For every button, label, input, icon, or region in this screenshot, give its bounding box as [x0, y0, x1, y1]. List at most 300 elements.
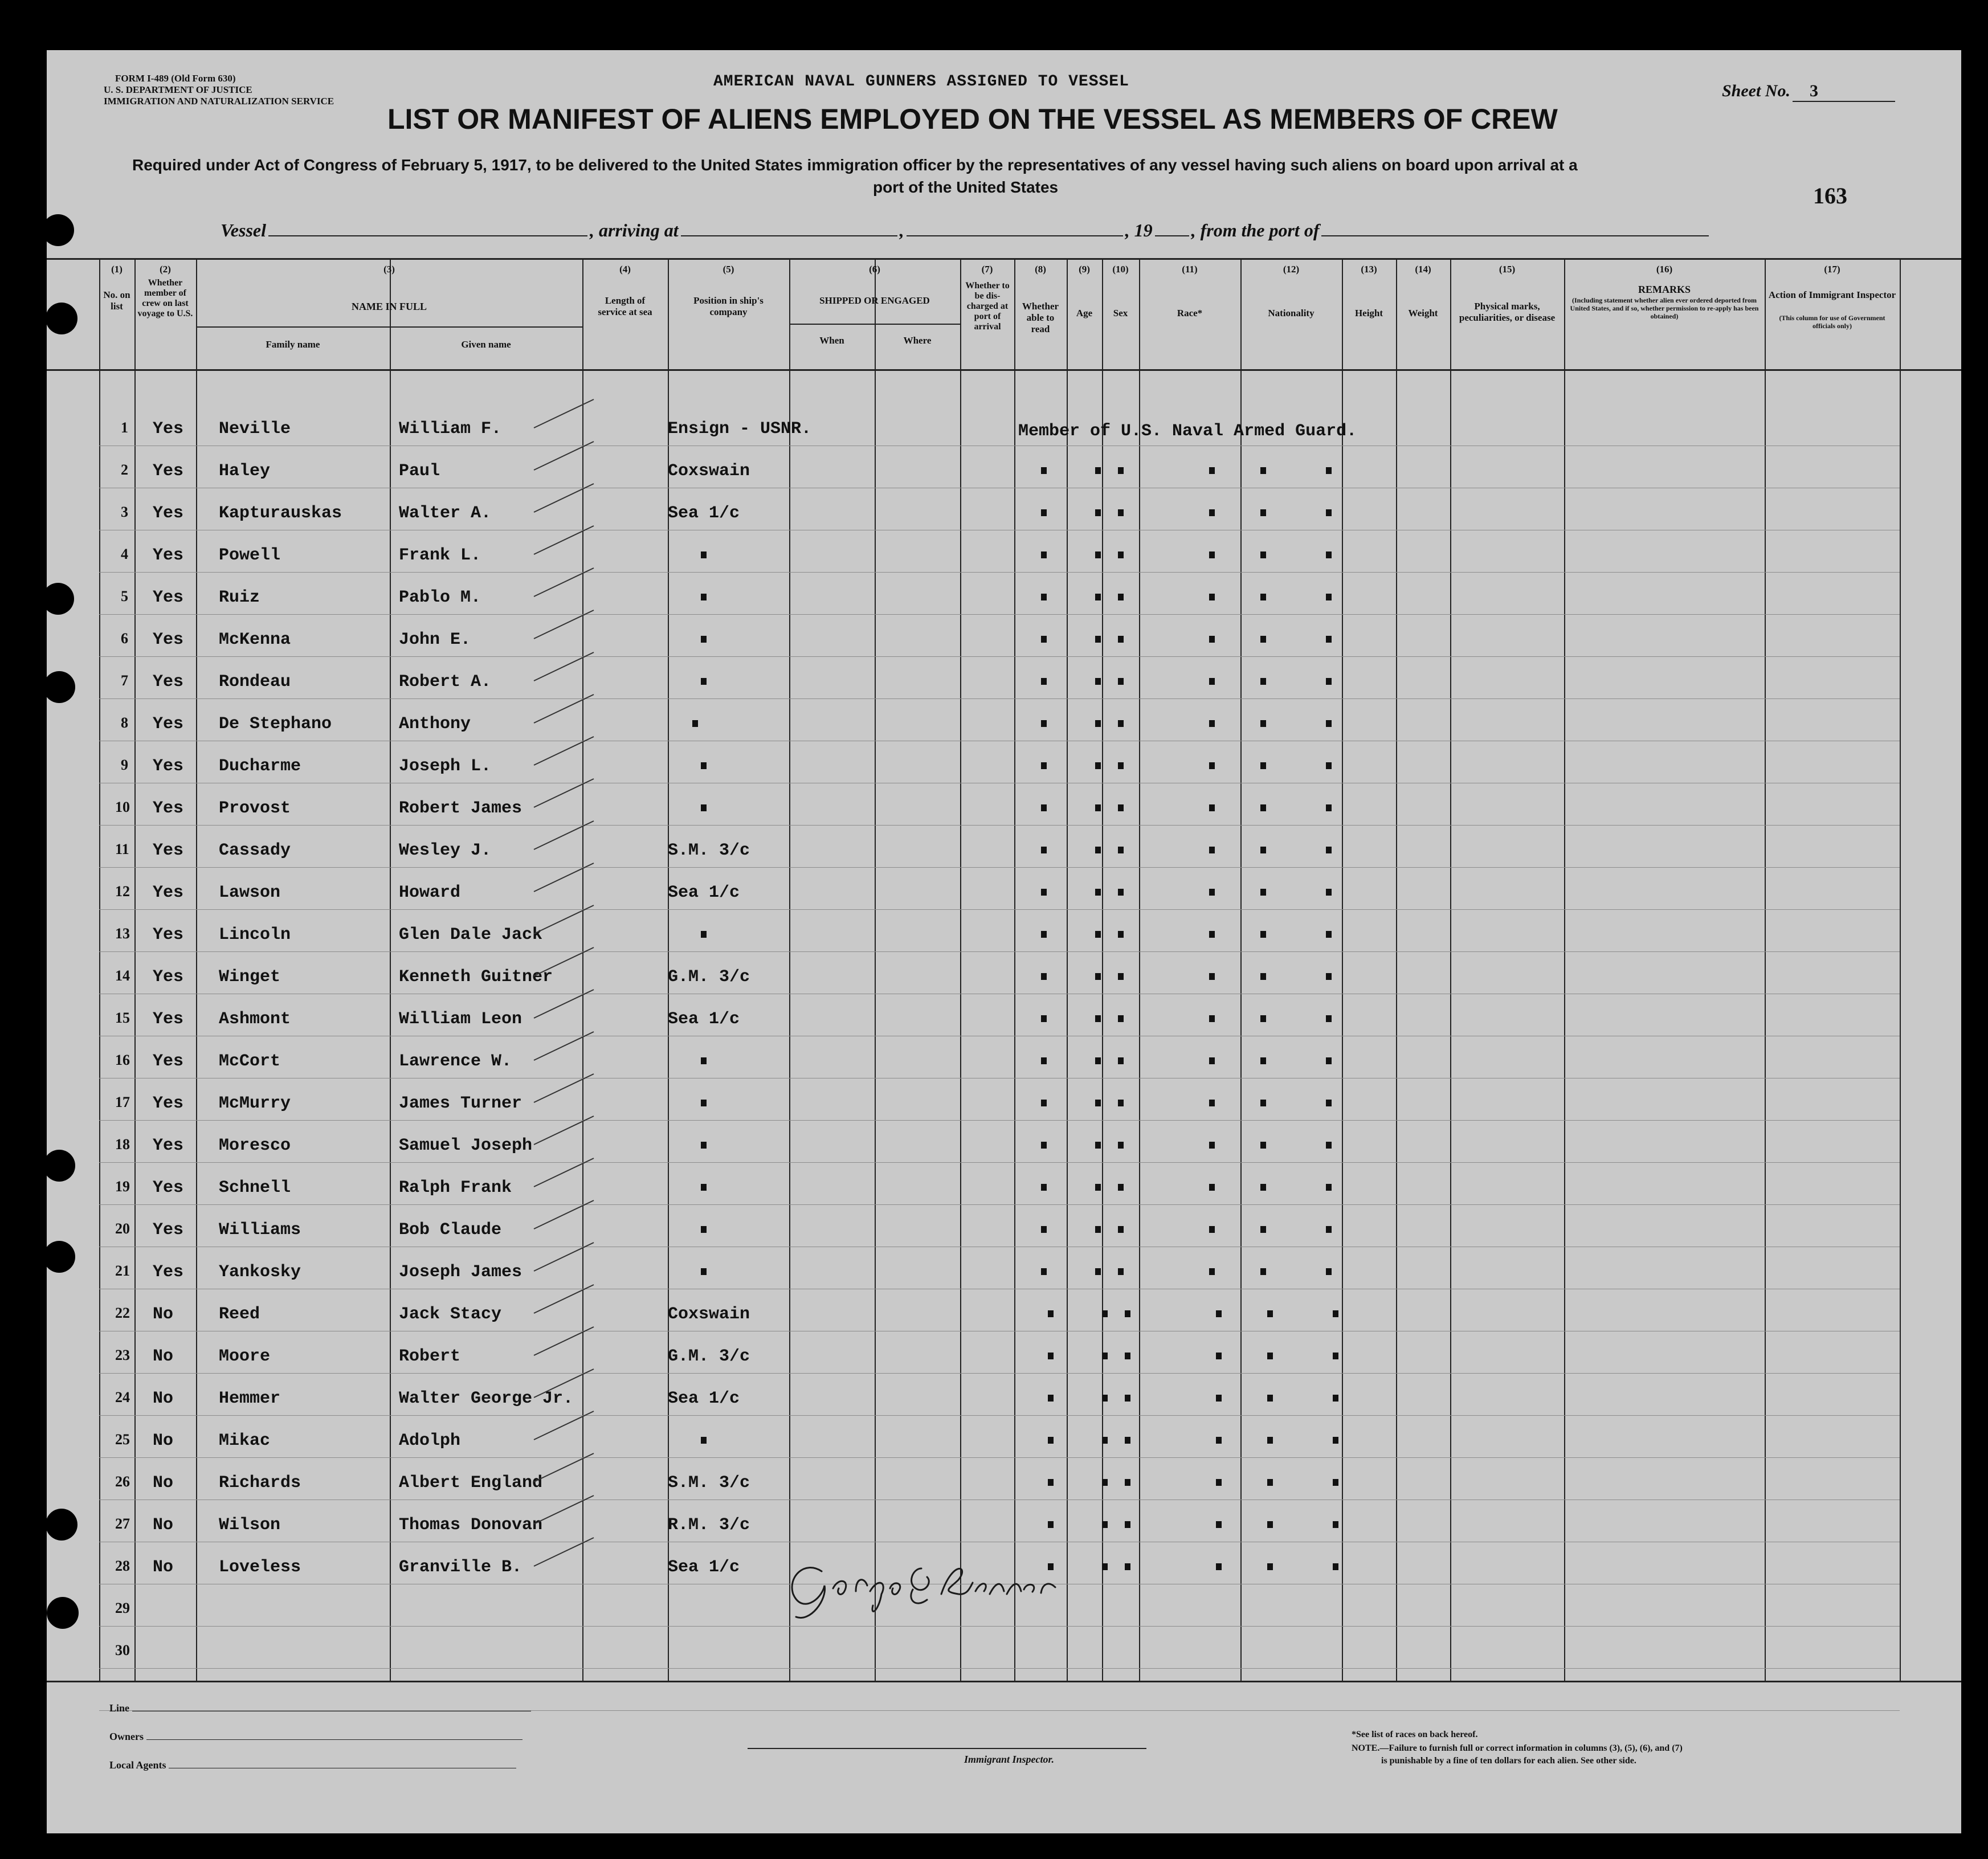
table-row	[47, 1334, 1961, 1376]
last-voyage-value: Yes	[153, 1136, 184, 1155]
date-blank	[907, 223, 1123, 236]
ditto-mark	[1041, 1226, 1047, 1233]
local-agents-label: Local Agents	[109, 1759, 166, 1771]
subtitle-line2: port of the United States	[873, 178, 1059, 196]
ditto-mark	[701, 678, 707, 685]
given-name: Paul	[399, 461, 440, 481]
ditto-mark	[1267, 1310, 1273, 1317]
ditto-mark	[1118, 762, 1124, 769]
family-name: Williams	[219, 1220, 301, 1240]
col-header-when: When	[819, 335, 844, 346]
ditto-mark	[1118, 973, 1124, 980]
ditto-mark	[701, 1100, 707, 1106]
col-header-action: Action of Immigrant Inspector	[1768, 289, 1896, 300]
ditto-mark	[701, 804, 707, 811]
last-voyage-value: Yes	[153, 714, 184, 734]
ditto-mark	[1216, 1353, 1222, 1359]
table-top-border	[47, 258, 1961, 260]
ditto-mark	[1118, 1268, 1124, 1275]
ditto-mark	[1041, 720, 1047, 727]
ditto-mark	[1095, 973, 1101, 980]
ditto-mark	[1102, 1437, 1108, 1444]
ditto-mark	[1267, 1395, 1273, 1402]
row-number: 24	[115, 1389, 130, 1406]
tick-stroke	[531, 397, 599, 431]
given-name: Robert	[399, 1347, 461, 1366]
table-row	[47, 871, 1961, 912]
table-row	[47, 702, 1961, 743]
tick-stroke	[531, 860, 599, 894]
ditto-mark	[1209, 720, 1215, 727]
last-voyage-value: Yes	[153, 546, 184, 565]
ditto-mark	[1118, 720, 1124, 727]
position-value: Coxswain	[668, 1305, 750, 1324]
ditto-mark	[701, 1437, 707, 1444]
last-voyage-value: No	[153, 1305, 174, 1324]
ditto-mark	[1118, 551, 1124, 558]
ditto-mark	[1125, 1563, 1130, 1570]
ditto-mark	[701, 1184, 707, 1191]
last-voyage-value: Yes	[153, 461, 184, 481]
ditto-mark	[1041, 1142, 1047, 1149]
last-voyage-value: Yes	[153, 1178, 184, 1198]
last-voyage-value: Yes	[153, 1263, 184, 1282]
top-title: AMERICAN NAVAL GUNNERS ASSIGNED TO VESSEL	[713, 73, 1129, 91]
form-service-line: IMMIGRATION AND NATURALIZATION SERVICE	[104, 96, 334, 107]
col-header-service: Length of service at sea	[598, 295, 652, 317]
ditto-mark	[1095, 1100, 1101, 1106]
from-port-label: , from the port of	[1191, 220, 1320, 240]
ditto-mark	[1041, 636, 1047, 643]
ditto-mark	[1095, 594, 1101, 600]
ditto-mark	[1326, 931, 1332, 938]
tick-stroke	[531, 1240, 599, 1274]
position-value: G.M. 3/c	[668, 1347, 750, 1366]
position-value: Sea 1/c	[668, 504, 740, 523]
ditto-mark	[1209, 1142, 1215, 1149]
table-row	[47, 913, 1961, 954]
ditto-mark	[1118, 1226, 1124, 1233]
col-number-12: (12)	[1283, 264, 1300, 275]
given-name: Joseph James	[399, 1263, 522, 1282]
given-name: Joseph L.	[399, 757, 492, 776]
row-number: 12	[115, 883, 130, 900]
ditto-mark	[1260, 1100, 1266, 1106]
ditto-mark	[1041, 762, 1047, 769]
ditto-mark	[1260, 1226, 1266, 1233]
local-agents-field	[109, 1759, 516, 1771]
year-label: , 19	[1125, 220, 1153, 240]
line-field	[109, 1702, 531, 1714]
ditto-mark	[1209, 467, 1215, 474]
position-value: S.M. 3/c	[668, 841, 750, 860]
ditto-mark	[1048, 1395, 1054, 1402]
position-value: Sea 1/c	[668, 883, 740, 902]
col-header-last-voyage: Whether member of crew on last voyage to U.S.	[137, 278, 193, 318]
position-value: Sea 1/c	[668, 1389, 740, 1408]
ditto-mark	[1326, 973, 1332, 980]
col-header-nationality: Nationality	[1268, 308, 1315, 318]
manifest-sheet	[47, 50, 1961, 1833]
table-row	[47, 1292, 1961, 1334]
last-voyage-value: Yes	[153, 883, 184, 902]
tick-stroke	[531, 1535, 599, 1569]
last-voyage-value: No	[153, 1558, 174, 1577]
ditto-mark	[1118, 889, 1124, 896]
given-name: Glen Dale Jack	[399, 925, 543, 945]
name-subheader-line	[196, 326, 582, 328]
table-row	[47, 660, 1961, 701]
last-voyage-value: Yes	[153, 419, 184, 439]
ditto-mark	[1102, 1310, 1108, 1317]
family-name: Lawson	[219, 883, 281, 902]
ditto-mark	[1095, 636, 1101, 643]
ditto-mark	[1041, 847, 1047, 853]
ditto-mark	[1326, 847, 1332, 853]
tick-stroke	[531, 1029, 599, 1063]
ditto-mark	[1118, 467, 1124, 474]
row-number: 6	[121, 630, 128, 647]
tick-stroke	[531, 1408, 599, 1443]
family-name: Moore	[219, 1347, 271, 1366]
col-header-name: NAME IN FULL	[351, 301, 427, 312]
ditto-mark	[1260, 1184, 1266, 1191]
ditto-mark	[1209, 551, 1215, 558]
family-name: Yankosky	[219, 1263, 301, 1282]
given-name: Lawrence W.	[399, 1052, 512, 1071]
col-header-height: Height	[1354, 308, 1383, 318]
ditto-mark	[1209, 762, 1215, 769]
ditto-mark	[1216, 1521, 1222, 1528]
owners-blank	[146, 1739, 522, 1740]
table-row	[47, 1629, 1961, 1671]
table-row	[47, 1250, 1961, 1292]
ditto-mark	[1260, 931, 1266, 938]
ditto-mark	[692, 720, 698, 727]
sheet-number: 3	[1793, 81, 1895, 102]
ditto-mark	[701, 551, 707, 558]
row-number: 4	[121, 546, 128, 562]
row-number: 5	[121, 588, 128, 604]
tick-stroke	[531, 1324, 599, 1358]
ditto-mark	[1333, 1563, 1338, 1570]
ditto-mark	[1209, 931, 1215, 938]
ditto-mark	[1118, 1142, 1124, 1149]
row-number: 27	[115, 1515, 130, 1532]
ditto-mark	[701, 1268, 707, 1275]
col-number-14: (14)	[1415, 264, 1431, 275]
ditto-mark	[1118, 1100, 1124, 1106]
ditto-mark	[1326, 889, 1332, 896]
signature-image	[770, 1537, 1112, 1623]
given-name: Bob Claude	[399, 1220, 502, 1240]
ditto-mark	[1326, 1057, 1332, 1064]
ditto-mark	[1095, 1268, 1101, 1275]
given-name: Jack Stacy	[399, 1305, 502, 1324]
stamp-number: 163	[1813, 183, 1847, 209]
last-voyage-value: Yes	[153, 1010, 184, 1029]
given-name: Wesley J.	[399, 841, 492, 860]
ditto-mark	[1118, 678, 1124, 685]
last-voyage-value: Yes	[153, 672, 184, 692]
ditto-mark	[1102, 1353, 1108, 1359]
col-number-15: (15)	[1499, 264, 1516, 275]
given-name: Robert James	[399, 799, 522, 818]
col-header-shipped: SHIPPED OR ENGAGED	[819, 295, 930, 306]
position-value: S.M. 3/c	[668, 1473, 750, 1493]
col-header-remarks: REMARKS	[1638, 284, 1691, 295]
table-row	[47, 407, 1961, 448]
ditto-mark	[1260, 847, 1266, 853]
last-voyage-value: Yes	[153, 1094, 184, 1113]
col-number-9: (9)	[1079, 264, 1090, 275]
family-name: Loveless	[219, 1558, 301, 1577]
table-bottom-border	[47, 1681, 1961, 1682]
col-number-2: (2)	[160, 264, 171, 275]
col-number-4: (4)	[619, 264, 631, 275]
col-number-5: (5)	[722, 264, 734, 275]
ditto-mark	[1095, 1184, 1101, 1191]
given-name: Robert A.	[399, 672, 492, 692]
race-note: *See list of races on back hereof.	[1352, 1730, 1478, 1739]
family-name: McCort	[219, 1052, 281, 1071]
row-number: 28	[115, 1558, 130, 1574]
subtitle-line1: Required under Act of Congress of February 5, 1917, to be delivered to the United States immigration officer by the representatives of any vessel having such aliens on board upon arrival at a	[132, 156, 1578, 174]
col-number-11: (11)	[1182, 264, 1198, 275]
tick-stroke	[531, 1282, 599, 1316]
ditto-mark	[1267, 1353, 1273, 1359]
ditto-mark	[1209, 1100, 1215, 1106]
given-name: Anthony	[399, 714, 471, 734]
ditto-mark	[1095, 931, 1101, 938]
ditto-mark	[1333, 1310, 1338, 1317]
col-header-discharged: Whether to be dis-charged at port of arrival	[965, 281, 1010, 332]
family-name: Lincoln	[219, 925, 291, 945]
row-number: 2	[121, 461, 128, 478]
col-number-7: (7)	[981, 264, 993, 275]
ditto-mark	[1048, 1353, 1054, 1359]
tick-stroke	[531, 565, 599, 599]
table-row	[47, 997, 1961, 1039]
last-voyage-value: No	[153, 1431, 174, 1451]
family-name: Moresco	[219, 1136, 291, 1155]
ditto-mark	[1209, 1184, 1215, 1191]
family-name: Ducharme	[219, 757, 301, 776]
table-row	[47, 1039, 1961, 1081]
punch-hole	[47, 214, 74, 246]
family-name: Ashmont	[219, 1010, 291, 1029]
given-name: Frank L.	[399, 546, 481, 565]
ditto-mark	[701, 594, 707, 600]
row-number: 3	[121, 504, 128, 520]
ditto-mark	[1095, 762, 1101, 769]
ditto-mark	[1326, 678, 1332, 685]
ditto-mark	[1125, 1479, 1130, 1486]
ditto-mark	[1118, 1015, 1124, 1022]
sheet-number-field	[1722, 81, 1895, 102]
row-number: 30	[115, 1642, 130, 1658]
ditto-mark	[1048, 1479, 1054, 1486]
ditto-mark	[1267, 1479, 1273, 1486]
ditto-mark	[1095, 1057, 1101, 1064]
col-number-1: (1)	[111, 264, 123, 275]
last-voyage-value: Yes	[153, 799, 184, 818]
ditto-mark	[1326, 762, 1332, 769]
tick-stroke	[531, 734, 599, 768]
tick-stroke	[531, 523, 599, 557]
given-name: William F.	[399, 419, 502, 439]
col-header-physical: Physical marks, peculiarities, or disease	[1459, 301, 1556, 323]
table-row	[47, 1419, 1961, 1460]
ditto-mark	[1041, 804, 1047, 811]
last-voyage-value: No	[153, 1473, 174, 1493]
vessel-label: Vessel	[221, 220, 266, 240]
family-name: Mikac	[219, 1431, 271, 1451]
ditto-mark	[1260, 762, 1266, 769]
given-name: John E.	[399, 630, 471, 649]
row-number: 19	[115, 1178, 130, 1195]
tick-stroke	[531, 1493, 599, 1527]
ditto-mark	[1102, 1521, 1108, 1528]
ditto-mark	[1326, 1015, 1332, 1022]
owners-field	[109, 1731, 522, 1743]
ditto-mark	[1125, 1353, 1130, 1359]
col-header-weight: Weight	[1408, 308, 1438, 318]
given-name: Howard	[399, 883, 461, 902]
ditto-mark	[1118, 847, 1124, 853]
ditto-mark	[1095, 467, 1101, 474]
col-number-10: (10)	[1112, 264, 1129, 275]
table-row	[47, 575, 1961, 617]
ditto-mark	[1041, 1268, 1047, 1275]
ditto-mark	[1209, 804, 1215, 811]
ditto-mark	[1041, 509, 1047, 516]
position-value: G.M. 3/c	[668, 967, 750, 987]
family-name: Kapturauskas	[219, 504, 342, 523]
given-name: Walter A.	[399, 504, 492, 523]
ditto-mark	[1125, 1521, 1130, 1528]
tick-stroke	[531, 481, 599, 515]
ditto-mark	[1326, 594, 1332, 600]
given-name: James Turner	[399, 1094, 522, 1113]
col-number-3: (3)	[383, 264, 395, 275]
ditto-mark	[1095, 509, 1101, 516]
ditto-mark	[1209, 1057, 1215, 1064]
ditto-mark	[1216, 1479, 1222, 1486]
ditto-mark	[1041, 1057, 1047, 1064]
last-voyage-value: Yes	[153, 1052, 184, 1071]
col-header-age: Age	[1076, 308, 1093, 318]
line-label: Line	[109, 1702, 130, 1714]
family-name: McKenna	[219, 630, 291, 649]
ditto-mark	[1326, 1184, 1332, 1191]
given-name: Adolph	[399, 1431, 461, 1451]
family-name: Hemmer	[219, 1389, 281, 1408]
ditto-mark	[1209, 847, 1215, 853]
ditto-mark	[1260, 1015, 1266, 1022]
ditto-mark	[1216, 1310, 1222, 1317]
ditto-mark	[1326, 1226, 1332, 1233]
ditto-mark	[1326, 551, 1332, 558]
ditto-mark	[1095, 1015, 1101, 1022]
last-voyage-value: Yes	[153, 967, 184, 987]
row-number: 23	[115, 1347, 130, 1363]
position-value: Sea 1/c	[668, 1558, 740, 1577]
col-number-16: (16)	[1656, 264, 1673, 275]
tick-stroke	[531, 439, 599, 473]
ditto-mark	[1209, 594, 1215, 600]
ditto-mark	[701, 762, 707, 769]
tick-stroke	[531, 1451, 599, 1485]
last-voyage-value: Yes	[153, 588, 184, 607]
col-header-read: Whether able to read	[1022, 301, 1059, 334]
col-header-position: Position in ship's company	[693, 295, 764, 317]
tick-stroke	[531, 607, 599, 642]
col-header-no: No. on list	[103, 289, 130, 312]
vessel-blank	[268, 223, 587, 236]
row-number: 9	[121, 757, 128, 773]
col-header-race: Race*	[1177, 308, 1203, 318]
inspector-label: Immigrant Inspector.	[964, 1754, 1055, 1765]
ditto-mark	[1118, 1057, 1124, 1064]
ditto-mark	[1041, 931, 1047, 938]
punch-hole	[47, 303, 77, 334]
ditto-mark	[1216, 1395, 1222, 1402]
ditto-mark	[1260, 636, 1266, 643]
table-row	[47, 955, 1961, 996]
tick-stroke	[531, 692, 599, 726]
family-name: Cassady	[219, 841, 291, 860]
tick-stroke	[531, 818, 599, 852]
ditto-mark	[1118, 636, 1124, 643]
col-header-action-sub: (This column for use of Government officials only)	[1779, 314, 1885, 330]
ditto-mark	[1095, 889, 1101, 896]
row-number: 7	[121, 672, 128, 689]
col-header-sex: Sex	[1113, 308, 1128, 318]
ditto-mark	[1260, 1268, 1266, 1275]
row-number: 15	[115, 1010, 130, 1026]
table-row	[47, 1376, 1961, 1418]
row-number: 8	[121, 714, 128, 731]
given-name: Ralph Frank	[399, 1178, 512, 1198]
position-value: Sea 1/c	[668, 1010, 740, 1029]
family-name: Winget	[219, 967, 281, 987]
col-header-remarks-sub: (Including statement whether alien ever ordered deported from United States, and if so, whether permission to re-apply has been obtained)	[1570, 296, 1759, 320]
family-name: Provost	[219, 799, 291, 818]
table-row	[47, 618, 1961, 659]
ditto-mark	[1095, 1142, 1101, 1149]
given-name: Kenneth Guitner	[399, 967, 553, 987]
year-blank	[1155, 223, 1189, 236]
ditto-mark	[1041, 678, 1047, 685]
ditto-mark	[701, 1142, 707, 1149]
given-name: William Leon	[399, 1010, 522, 1029]
header-bottom-border	[47, 369, 1961, 371]
row-number: 17	[115, 1094, 130, 1110]
ditto-mark	[701, 636, 707, 643]
position-value: Ensign - USNR.	[668, 419, 812, 439]
ditto-mark	[1048, 1310, 1054, 1317]
last-voyage-value: Yes	[153, 630, 184, 649]
given-name: Thomas Donovan	[399, 1515, 543, 1535]
ditto-mark	[1260, 509, 1266, 516]
ditto-mark	[1333, 1521, 1338, 1528]
ditto-mark	[1209, 1226, 1215, 1233]
ditto-mark	[701, 1057, 707, 1064]
tick-stroke	[531, 776, 599, 810]
ditto-mark	[1118, 509, 1124, 516]
col-number-6: (6)	[869, 264, 880, 275]
